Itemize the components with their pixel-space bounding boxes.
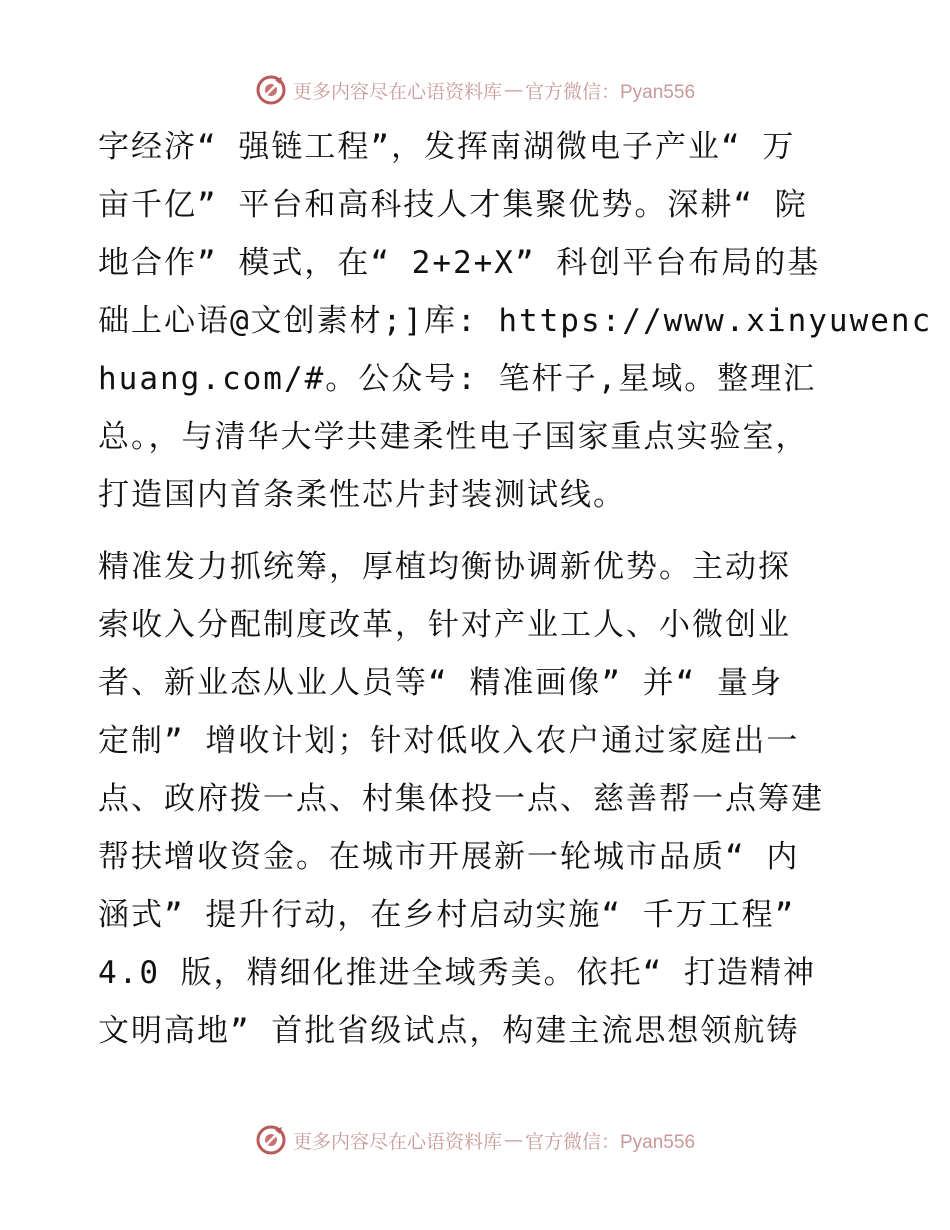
text-line: 4.0 版，精细化推进全域秀美。依托“ 打造精神: [98, 955, 816, 991]
document-body: [98, 118, 933, 1060]
text-line: 文明高地” 首批省级试点，构建主流思想领航铸: [98, 1013, 800, 1049]
text-line: 精准发力抓统筹，厚植均衡协调新优势。主动探: [98, 549, 791, 585]
paragraph-1: [98, 118, 933, 524]
footer-watermark: [0, 1120, 950, 1160]
paragraph-2: [98, 538, 858, 1060]
watermark-text: 更多内容尽在心语资料库: [292, 1130, 502, 1153]
text-line: huang.com/#。公众号: 笔杆子,星域。整理汇: [98, 361, 817, 397]
text-line: 者、新业态从业人员等“ 精准画像” 并“ 量身: [98, 665, 783, 701]
text-line: 亩千亿” 平台和高科技人才集聚优势。深耕“ 院: [98, 187, 808, 223]
text-line: 涵式” 提升行动，在乡村启动实施“ 千万工程”: [98, 897, 796, 933]
text-line: 础上心语@文创素材;]库: https://www.xinyuwenc: [98, 303, 933, 339]
text-line: 定制” 增收计划；针对低收入农户通过家庭出一: [98, 723, 800, 759]
brand-logo-icon: [255, 74, 287, 106]
watermark-text: 更多内容尽在心语资料库: [292, 80, 502, 103]
watermark-separator: —: [504, 79, 523, 101]
watermark-separator: —: [504, 1129, 523, 1151]
text-line: 字经济“ 强链工程”，发挥南湖微电子产业“ 万: [98, 129, 796, 165]
text-line: 地合作” 模式，在“ 2+2+X” 科创平台布局的基: [98, 245, 821, 281]
watermark-account: 官方微信：Pyan556: [525, 1131, 696, 1153]
brand-logo-icon: [255, 1124, 287, 1156]
text-line: 帮扶增收资金。在城市开展新一轮城市品质“ 内: [98, 839, 800, 875]
text-line: 点、政府拨一点、村集体投一点、慈善帮一点筹建: [98, 781, 824, 817]
watermark-account: 官方微信：Pyan556: [525, 81, 696, 103]
text-line: 总。，与清华大学共建柔性电子国家重点实验室，: [98, 419, 809, 455]
text-line: 打造国内首条柔性芯片封装测试线。: [98, 477, 626, 513]
header-watermark: [0, 70, 950, 110]
text-line: 索收入分配制度改革，针对产业工人、小微创业: [98, 607, 791, 643]
